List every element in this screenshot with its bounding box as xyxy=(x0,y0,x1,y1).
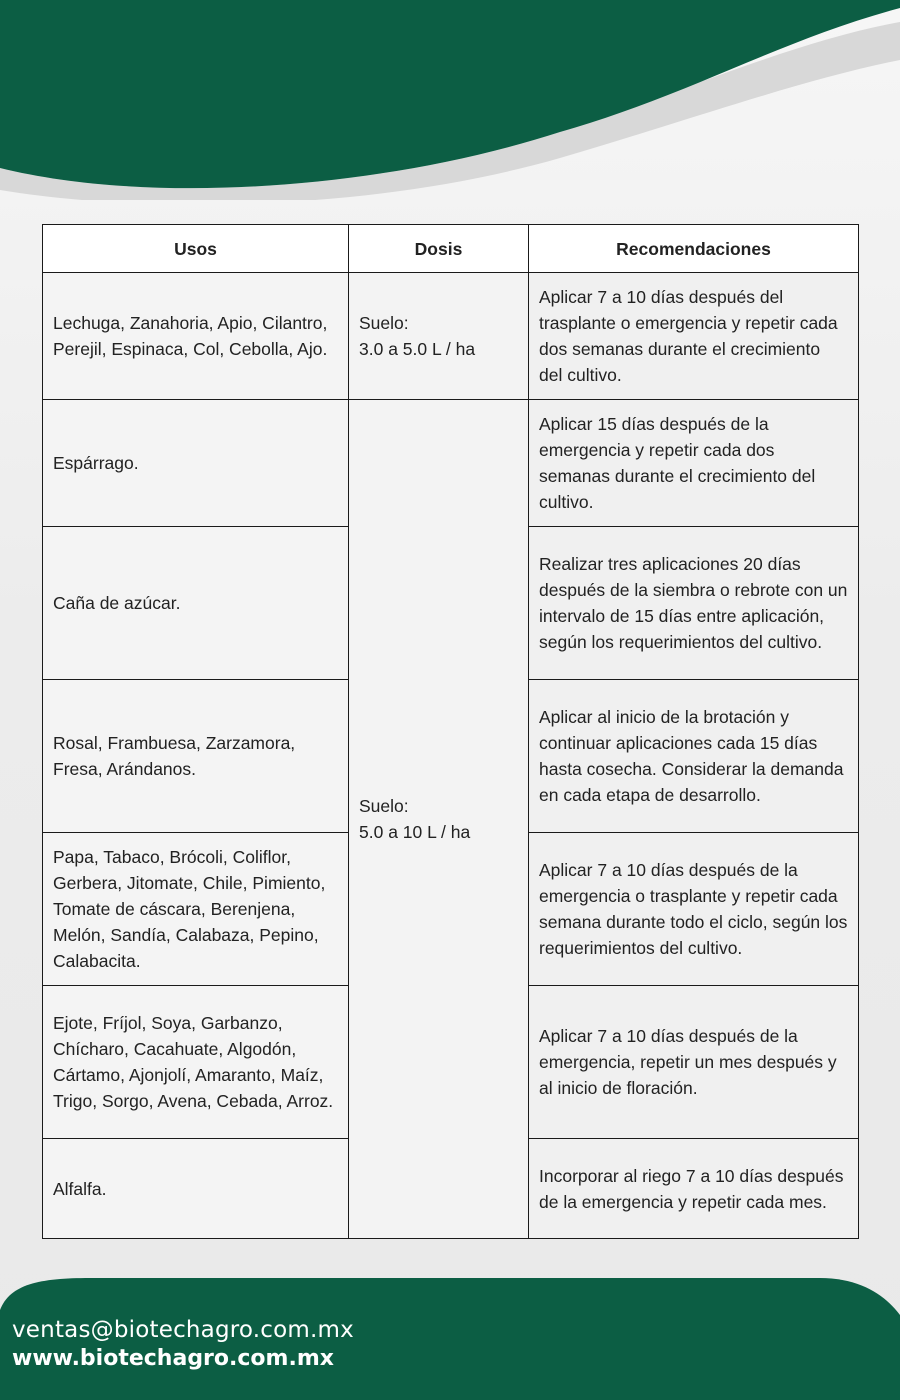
table-row xyxy=(43,273,859,400)
recomendacion-cell: Incorporar al riego 7 a 10 días después de la emergencia y repetir cada mes. xyxy=(529,1139,859,1239)
dosis-value: 3.0 a 5.0 L / ha xyxy=(359,339,476,359)
usos-cell: Espárrago. xyxy=(43,400,349,527)
dosis-label: Suelo: xyxy=(359,313,409,333)
recomendacion-cell: Realizar tres aplicaciones 20 días después de la siembra o rebrote con un intervalo de 15 días entre aplicación, según los requerimientos del cultivo. xyxy=(529,527,859,680)
header-usos: Usos xyxy=(43,225,349,273)
usos-cell: Papa, Tabaco, Brócoli, Coliflor, Gerbera, Jitomate, Chile, Pimiento, Tomate de cáscara, Berenjena, Melón, Sandía, Calabaza, Pepino, Calabacita. xyxy=(43,833,349,986)
dosage-table xyxy=(42,224,859,1239)
usos-cell: Ejote, Fríjol, Soya, Garbanzo, Chícharo, Cacahuate, Algodón, Cártamo, Ajonjolí, Amaranto, Maíz, Trigo, Sorgo, Avena, Cebada, Arroz. xyxy=(43,986,349,1139)
header-dosis: Dosis xyxy=(349,225,529,273)
footer-email[interactable]: ventas@biotechagro.com.mx xyxy=(12,1317,354,1343)
table-row xyxy=(43,400,859,527)
dosis-label: Suelo: xyxy=(359,796,409,816)
usos-cell: Caña de azúcar. xyxy=(43,527,349,680)
recomendacion-cell: Aplicar 15 días después de la emergencia y repetir cada dos semanas durante el crecimiento del cultivo. xyxy=(529,400,859,527)
table-header-row xyxy=(43,225,859,273)
usos-cell: Lechuga, Zanahoria, Apio, Cilantro, Perejil, Espinaca, Col, Cebolla, Ajo. xyxy=(43,273,349,400)
recomendacion-cell: Aplicar al inicio de la brotación y continuar aplicaciones cada 15 días hasta cosecha. Considerar la demanda en cada etapa de desarrollo. xyxy=(529,680,859,833)
header-recomendaciones: Recomendaciones xyxy=(529,225,859,273)
footer-website[interactable]: www.biotechagro.com.mx xyxy=(12,1346,334,1371)
recomendacion-cell: Aplicar 7 a 10 días después de la emergencia o trasplante y repetir cada semana durante todo el ciclo, según los requerimientos del cultivo. xyxy=(529,833,859,986)
dosis-cell xyxy=(349,400,529,1239)
header-wave-banner xyxy=(0,0,900,200)
usos-cell: Alfalfa. xyxy=(43,1139,349,1239)
usos-cell: Rosal, Frambuesa, Zarzamora, Fresa, Arándanos. xyxy=(43,680,349,833)
recomendacion-cell: Aplicar 7 a 10 días después del trasplante o emergencia y repetir cada dos semanas durante el crecimiento del cultivo. xyxy=(529,273,859,400)
recomendacion-cell: Aplicar 7 a 10 días después de la emergencia, repetir un mes después y al inicio de floración. xyxy=(529,986,859,1139)
dosis-value: 5.0 a 10 L / ha xyxy=(359,822,471,842)
dosis-cell xyxy=(349,273,529,400)
